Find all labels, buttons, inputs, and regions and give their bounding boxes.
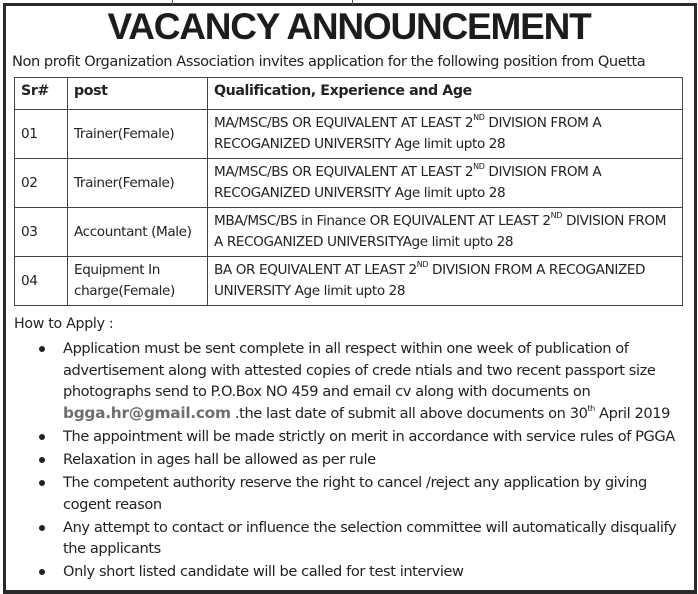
cell-qualification: MA/MSC/BS OR EQUIVALENT AT LEAST 2ND DIVISION FROM A RECOGANIZED UNIVERSITY Age limit upto 28	[208, 159, 683, 208]
table-row	[15, 110, 683, 159]
table-header-row	[15, 78, 683, 110]
cell-qualification: BA OR EQUIVALENT AT LEAST 2ND DIVISION FROM A RECOGANIZED UNIVERSITY Age limit upto 28	[208, 257, 683, 306]
header-qualification: Qualification, Experience and Age	[208, 78, 683, 110]
cell-sr: 01	[15, 110, 68, 159]
header-post: post	[68, 78, 208, 110]
bullet-icon	[39, 457, 45, 463]
header-sr: Sr#	[15, 78, 68, 110]
bullet-icon	[39, 480, 45, 486]
instructions-list	[14, 338, 690, 585]
list-item: The appointment will be made strictly on merit in accordance with service rules of PGGA	[14, 426, 690, 448]
cell-post: Accountant (Male)	[68, 208, 208, 257]
cell-post: Trainer(Female)	[68, 159, 208, 208]
bullet-icon	[39, 569, 45, 575]
cell-post: Trainer(Female)	[68, 110, 208, 159]
vacancy-table	[14, 77, 683, 306]
list-item: Any attempt to contact or influence the selection committee will automatically disqualify the applicants	[14, 517, 690, 560]
list-item: Relaxation in ages hall be allowed as per rule	[14, 449, 690, 471]
cell-sr: 02	[15, 159, 68, 208]
subtitle: Non profit Organization Association invites application for the following position from Quetta	[12, 53, 646, 70]
bullet-icon	[39, 525, 45, 531]
bullet-icon	[39, 434, 45, 440]
table-row	[15, 257, 683, 306]
cell-sr: 03	[15, 208, 68, 257]
how-to-apply-heading: How to Apply :	[14, 316, 114, 332]
list-item: The competent authority reserve the right to cancel /reject any application by giving cogent reason	[14, 472, 690, 515]
cell-sr: 04	[15, 257, 68, 306]
list-item: Application must be sent complete in all respect within one week of publication of advertisement along with attested copies of crede ntials and two recent passport size photographs send to P.O.Box NO 459 and email cv along with documents on bgga.hr@gmail.com .the last date of submit all above documents on 30th April 2019	[14, 338, 690, 424]
table-row	[15, 159, 683, 208]
cell-qualification: MBA/MSC/BS in Finance OR EQUIVALENT AT LEAST 2ND DIVISION FROM A RECOGANIZED UNIVERSITYAge limit upto 28	[208, 208, 683, 257]
email-link[interactable]: bgga.hr@gmail.com	[63, 403, 231, 422]
crop-mark	[172, 0, 173, 5]
table-row	[15, 208, 683, 257]
bullet-icon	[39, 346, 45, 352]
page-title: VACANCY ANNOUNCEMENT	[107, 6, 591, 47]
list-item: Only short listed candidate will be called for test interview	[14, 561, 690, 583]
cell-qualification: MA/MSC/BS OR EQUIVALENT AT LEAST 2ND DIVISION FROM A RECOGANIZED UNIVERSITY Age limit upto 28	[208, 110, 683, 159]
crop-mark	[352, 0, 353, 5]
cell-post: Equipment In charge(Female)	[68, 257, 208, 306]
